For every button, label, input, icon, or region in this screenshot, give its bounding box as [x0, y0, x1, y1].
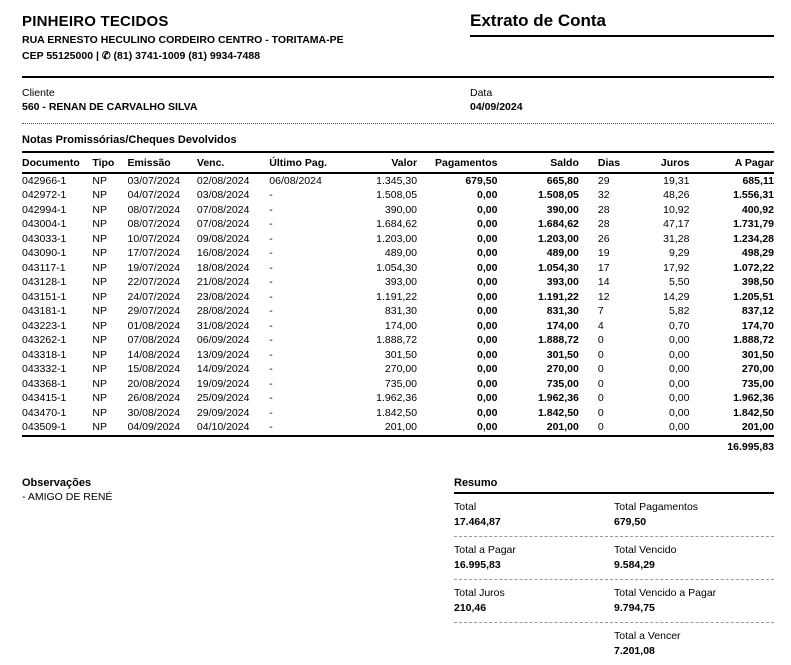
table-cell: 0,00: [477, 276, 498, 289]
table-grand-total: 16.995,83: [727, 440, 774, 453]
column-header: Juros: [623, 152, 689, 173]
table-cell: 685,11: [742, 175, 774, 188]
table-row: [22, 260, 774, 275]
table-cell: 398,50: [741, 276, 774, 289]
table-row: [22, 347, 774, 362]
table-cell: NP: [92, 189, 107, 202]
table-cell: 0,00: [669, 334, 690, 347]
company-phones: (81) 3741-1009 (81) 9934-7488: [113, 50, 261, 62]
table-cell: 08/07/2024: [127, 218, 181, 231]
table-cell: 1.191,22: [538, 290, 579, 303]
resumo-item-value: 16.995,83: [454, 558, 501, 571]
table-cell: 043470-1: [22, 406, 67, 419]
resumo-item-label: Total Vencido: [614, 543, 677, 556]
table-cell: 20/08/2024: [127, 377, 181, 390]
date-block: [470, 87, 774, 113]
table-cell: 14,29: [663, 290, 690, 303]
table-cell: 1.731,79: [733, 218, 774, 231]
table-cell: -: [269, 305, 273, 318]
table-cell: 26: [597, 232, 610, 245]
resumo-item-label: Total a Pagar: [454, 543, 516, 556]
table-cell: 21/08/2024: [196, 276, 250, 289]
resumo-item: [614, 501, 774, 528]
table-row: [22, 376, 774, 391]
table-cell: 1.842,50: [376, 406, 418, 419]
table-cell: 09/08/2024: [196, 232, 250, 245]
table-cell: 393,00: [546, 276, 579, 289]
table-cell: 270,00: [741, 363, 774, 376]
table-cell: 15/08/2024: [127, 363, 181, 376]
resumo-title: Resumo: [454, 477, 774, 494]
table-cell: NP: [92, 363, 107, 376]
resumo-row: [454, 537, 774, 579]
table-cell: 17: [597, 261, 610, 274]
table-cell: 735,00: [546, 377, 579, 390]
table-cell: 043151-1: [22, 290, 67, 303]
table-cell: 0,00: [477, 305, 498, 318]
table-cell: 393,00: [384, 276, 418, 289]
table-cell: 1.508,05: [538, 189, 579, 202]
table-cell: 24/07/2024: [127, 290, 181, 303]
dotted-divider: [22, 123, 774, 124]
column-header: Último Pag.: [269, 152, 341, 173]
table-cell: 31,28: [663, 232, 690, 245]
column-header: Venc.: [197, 152, 269, 173]
table-cell: 19/07/2024: [127, 261, 181, 274]
date-label: Data: [470, 87, 493, 99]
table-cell: 831,30: [546, 305, 579, 318]
table-cell: -: [269, 276, 273, 289]
table-cell: NP: [92, 232, 107, 245]
table-cell: NP: [92, 276, 107, 289]
table-cell: 17/07/2024: [127, 247, 181, 260]
resumo-item-value: 17.464,87: [454, 515, 501, 528]
table-cell: 0,00: [477, 377, 498, 390]
table-cell: NP: [92, 290, 107, 303]
resumo-item: [454, 630, 614, 657]
table-cell: 1.962,36: [733, 392, 774, 405]
table-cell: 270,00: [384, 363, 418, 376]
table-cell: 16/08/2024: [196, 247, 250, 260]
table-cell: 29: [597, 175, 610, 188]
observations-title: Observações: [22, 476, 92, 489]
table-cell: 042972-1: [22, 189, 67, 202]
table-cell: 735,00: [384, 377, 418, 390]
table-cell: 0,00: [669, 377, 690, 390]
table-cell: 0,00: [477, 334, 498, 347]
column-header: Emissão: [128, 152, 197, 173]
table-cell: 1.684,62: [538, 218, 579, 231]
table-cell: 04/10/2024: [197, 420, 269, 436]
table-cell: 174,00: [546, 319, 579, 332]
table-cell: 29/07/2024: [127, 305, 181, 318]
table-cell: 06/08/2024: [269, 175, 322, 188]
resumo-item-value: 9.794,75: [614, 601, 655, 614]
table-cell: 1.842,50: [538, 406, 579, 419]
table-cell: 489,00: [546, 247, 579, 260]
table-cell: NP: [92, 392, 107, 405]
table-cell: 28: [597, 203, 610, 216]
header-divider: [22, 76, 774, 78]
table-cell: 0,70: [669, 319, 690, 332]
resumo-item: [454, 544, 614, 571]
client-date-section: [22, 87, 774, 113]
table-cell: NP: [92, 305, 107, 318]
table-cell: 489,00: [384, 247, 418, 260]
company-contact: [22, 50, 470, 62]
table-cell: 25/09/2024: [196, 392, 250, 405]
table-row: [22, 246, 774, 261]
table-cell: 12: [597, 290, 610, 303]
table-cell: 10,92: [663, 203, 690, 216]
column-header: Saldo: [497, 152, 578, 173]
table-cell: NP: [92, 175, 107, 188]
table-cell: 1.054,30: [376, 261, 418, 274]
resumo-item: [454, 501, 614, 528]
table-cell: 9,29: [669, 247, 690, 260]
bottom-section: [22, 477, 774, 665]
table-row: [22, 188, 774, 203]
table-cell: NP: [92, 334, 107, 347]
table-cell: 043509-1: [22, 420, 92, 436]
table-cell: 31/08/2024: [196, 319, 250, 332]
company-name: PINHEIRO TECIDOS: [22, 13, 169, 30]
column-header: Valor: [342, 152, 417, 173]
table-cell: -: [269, 406, 273, 419]
table-cell: 0,00: [477, 203, 498, 216]
table-row: [22, 318, 774, 333]
table-cell: 1.556,31: [733, 189, 774, 202]
table-cell: 0,00: [417, 420, 497, 436]
table-cell: -: [269, 420, 341, 436]
phone-icon: ✆: [101, 50, 111, 62]
table-row: [22, 405, 774, 420]
table-cell: 19/09/2024: [196, 377, 250, 390]
table-cell: 0,00: [669, 406, 690, 419]
table-cell: 04/09/2024: [128, 420, 197, 436]
table-cell: 837,12: [741, 305, 774, 318]
table-cell: -: [269, 203, 273, 216]
resumo-item-label: Total a Vencer: [614, 629, 681, 642]
company-cep: CEP 55125000 |: [22, 50, 99, 62]
resumo-grid: [454, 494, 774, 665]
table-cell: NP: [92, 348, 107, 361]
table-cell: 1.962,36: [538, 392, 579, 405]
table-cell: 201,00: [342, 420, 417, 436]
table-cell: 043128-1: [22, 276, 67, 289]
notes-table-section: [22, 134, 774, 453]
table-cell: 06/09/2024: [196, 334, 250, 347]
column-header: Pagamentos: [417, 152, 497, 173]
table-row: [22, 289, 774, 304]
table-cell: 0,00: [477, 247, 498, 260]
resumo-item: [614, 587, 774, 614]
resumo-item: [454, 587, 614, 614]
table-cell: 48,26: [663, 189, 690, 202]
table-cell: -: [269, 189, 273, 202]
document-header: [22, 10, 774, 66]
table-cell: 5,50: [669, 276, 690, 289]
table-cell: 390,00: [384, 203, 418, 216]
table-cell: 5,82: [669, 305, 690, 318]
table-cell: 03/07/2024: [127, 175, 181, 188]
table-cell: 1.072,22: [733, 261, 774, 274]
table-cell: NP: [92, 247, 107, 260]
observations-note: - AMIGO DE RENÉ: [22, 490, 113, 503]
table-cell: 301,50: [384, 348, 418, 361]
table-cell: 02/08/2024: [196, 175, 250, 188]
resumo-item-label: Total Juros: [454, 586, 505, 599]
table-cell: 18/08/2024: [196, 261, 250, 274]
table-body: [22, 173, 774, 436]
table-cell: 22/07/2024: [127, 276, 181, 289]
table-row: [22, 391, 774, 406]
table-cell: 043004-1: [22, 218, 67, 231]
table-cell: 0: [597, 377, 604, 390]
resumo-row: [454, 580, 774, 622]
resumo-item-label: Total Pagamentos: [614, 500, 699, 513]
table-cell: 01/08/2024: [127, 319, 181, 332]
table-row: [22, 202, 774, 217]
table-cell: 0,00: [669, 348, 690, 361]
table-cell: 1.508,05: [376, 189, 418, 202]
table-row: [22, 217, 774, 232]
table-cell: NP: [92, 420, 127, 436]
resumo-item: [614, 630, 774, 657]
column-header: A Pagar: [689, 152, 774, 173]
table-cell: 1.842,50: [733, 406, 774, 419]
table-row: [22, 275, 774, 290]
table-cell: 043318-1: [22, 348, 67, 361]
table-cell: -: [269, 232, 273, 245]
table-cell: 0,00: [477, 261, 498, 274]
table-cell: 043415-1: [22, 392, 67, 405]
observations-block: [22, 477, 454, 665]
table-cell: 0: [597, 348, 604, 361]
client-value: 560 - RENAN DE CARVALHO SILVA: [22, 101, 198, 113]
table-cell: 270,00: [546, 363, 579, 376]
table-cell: -: [269, 247, 273, 260]
table-cell: 0: [597, 406, 604, 419]
table-cell: -: [269, 290, 273, 303]
table-cell: 23/08/2024: [196, 290, 250, 303]
table-cell: 0,00: [477, 290, 498, 303]
table-cell: -: [269, 319, 273, 332]
table-cell: 390,00: [546, 203, 579, 216]
table-cell: 1.345,30: [376, 175, 418, 188]
table-cell: 0,00: [477, 406, 498, 419]
table-cell: 0,00: [477, 319, 498, 332]
table-row: [22, 333, 774, 348]
table-cell: 32: [597, 189, 610, 202]
table-cell: 1.888,72: [376, 334, 418, 347]
table-cell: 0,00: [477, 348, 498, 361]
table-cell: 03/08/2024: [196, 189, 250, 202]
table-cell: 1.203,00: [376, 232, 418, 245]
table-cell: 1.191,22: [376, 290, 418, 303]
table-cell: 301,50: [546, 348, 579, 361]
resumo-row: [454, 623, 774, 665]
page-title: Extrato de Conta: [470, 11, 774, 37]
table-cell: 043033-1: [22, 232, 67, 245]
table-header-row: [22, 152, 774, 173]
table-cell: 0: [579, 420, 623, 436]
resumo-block: [454, 477, 774, 665]
table-cell: 0: [597, 363, 604, 376]
resumo-item-value: 9.584,29: [614, 558, 655, 571]
table-cell: 201,00: [689, 420, 774, 436]
table-cell: -: [269, 218, 273, 231]
table-cell: 0,00: [669, 363, 690, 376]
table-cell: 7: [597, 305, 604, 318]
table-cell: 04/07/2024: [127, 189, 181, 202]
company-address: RUA ERNESTO HECULINO CORDEIRO CENTRO - TORITAMA-PE: [22, 34, 344, 46]
notes-table: [22, 151, 774, 437]
table-cell: NP: [92, 203, 107, 216]
table-cell: 14: [597, 276, 610, 289]
table-cell: 1.054,30: [538, 261, 579, 274]
table-row: [22, 231, 774, 246]
table-cell: 174,00: [384, 319, 418, 332]
table-cell: 831,30: [384, 305, 418, 318]
table-cell: -: [269, 348, 273, 361]
table-cell: 07/08/2024: [196, 218, 250, 231]
table-cell: 1.888,72: [733, 334, 774, 347]
table-section-title: Notas Promissórias/Cheques Devolvidos: [22, 134, 237, 146]
table-cell: 042994-1: [22, 203, 67, 216]
table-cell: 07/08/2024: [196, 203, 250, 216]
title-block: [470, 10, 774, 37]
column-header: Dias: [579, 152, 623, 173]
table-cell: NP: [92, 218, 107, 231]
table-cell: 043090-1: [22, 247, 67, 260]
table-cell: 042966-1: [22, 175, 67, 188]
table-cell: -: [269, 334, 273, 347]
table-cell: 47,17: [663, 218, 690, 231]
table-cell: 0: [597, 392, 604, 405]
table-cell: 0,00: [477, 392, 498, 405]
table-row: [22, 362, 774, 377]
table-cell: NP: [92, 261, 107, 274]
table-cell: 30/08/2024: [127, 406, 181, 419]
table-row: [22, 304, 774, 319]
client-label: Cliente: [22, 87, 55, 99]
table-cell: 400,92: [741, 203, 774, 216]
table-cell: 043262-1: [22, 334, 67, 347]
table-cell: 043368-1: [22, 377, 67, 390]
table-row: [22, 420, 774, 436]
company-block: [22, 10, 470, 66]
table-cell: 201,00: [497, 420, 578, 436]
table-cell: 14/08/2024: [127, 348, 181, 361]
table-cell: 0,00: [477, 218, 498, 231]
table-cell: 0,00: [477, 189, 498, 202]
table-cell: 043117-1: [22, 261, 66, 274]
table-cell: -: [269, 363, 273, 376]
table-cell: -: [269, 261, 273, 274]
table-row: [22, 173, 774, 188]
table-cell: 28/08/2024: [196, 305, 250, 318]
table-cell: 043181-1: [22, 305, 67, 318]
table-cell: 0,00: [623, 420, 689, 436]
table-cell: NP: [92, 406, 107, 419]
resumo-item-label: Total: [454, 500, 477, 513]
table-cell: 4: [597, 319, 604, 332]
table-cell: 0,00: [477, 363, 498, 376]
table-cell: 07/08/2024: [127, 334, 181, 347]
table-cell: 1.205,51: [733, 290, 774, 303]
table-cell: 19: [597, 247, 610, 260]
table-cell: 043332-1: [22, 363, 67, 376]
table-cell: 0,00: [477, 232, 498, 245]
table-cell: 665,80: [546, 175, 579, 188]
table-cell: 679,50: [465, 175, 498, 188]
client-block: [22, 87, 470, 113]
table-cell: 10/07/2024: [127, 232, 181, 245]
table-cell: 0,00: [669, 392, 690, 405]
resumo-item-label: Total Vencido a Pagar: [614, 586, 717, 599]
table-cell: NP: [92, 319, 107, 332]
table-cell: 1.888,72: [538, 334, 579, 347]
table-cell: 043223-1: [22, 319, 67, 332]
table-cell: 0: [597, 334, 604, 347]
table-cell: 26/08/2024: [127, 392, 181, 405]
table-cell: 1.234,28: [733, 232, 774, 245]
table-cell: 1.684,62: [376, 218, 418, 231]
column-header: Tipo: [92, 152, 127, 173]
resumo-item-value: 210,46: [454, 601, 487, 614]
table-cell: NP: [92, 377, 107, 390]
table-cell: 17,92: [663, 261, 690, 274]
table-cell: 14/09/2024: [196, 363, 250, 376]
table-cell: 301,50: [741, 348, 774, 361]
table-cell: 498,29: [741, 247, 774, 260]
table-cell: -: [269, 392, 273, 405]
table-cell: 1.203,00: [538, 232, 579, 245]
table-cell: 28: [597, 218, 610, 231]
table-cell: 29/09/2024: [196, 406, 250, 419]
table-cell: 13/09/2024: [196, 348, 250, 361]
table-cell: 19,31: [663, 175, 690, 188]
date-value: 04/09/2024: [470, 101, 523, 113]
resumo-item-value: 7.201,08: [614, 644, 655, 657]
table-cell: 174,70: [741, 319, 774, 332]
column-header: Documento: [22, 152, 92, 173]
table-cell: 08/07/2024: [127, 203, 181, 216]
resumo-item: [614, 544, 774, 571]
resumo-row: [454, 494, 774, 536]
resumo-item-value: 679,50: [614, 515, 647, 528]
table-cell: 735,00: [741, 377, 774, 390]
table-cell: -: [269, 377, 273, 390]
table-cell: 1.962,36: [376, 392, 418, 405]
